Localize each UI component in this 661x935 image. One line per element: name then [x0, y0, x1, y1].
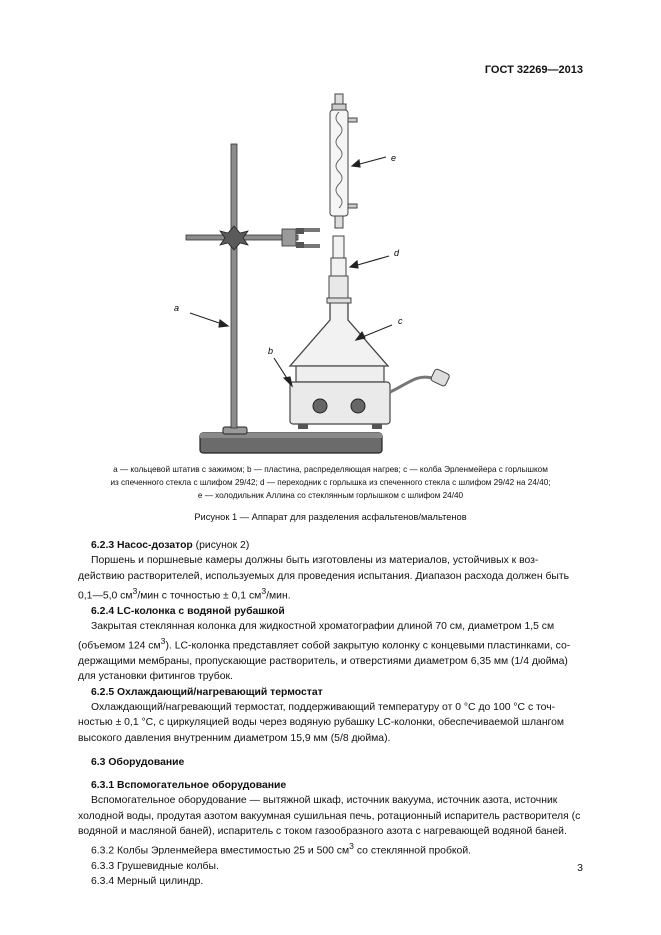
figure-caption: Рисунок 1 — Аппарат для разделения асфальтенов/мальтенов [194, 512, 467, 522]
figure-legend [60, 464, 601, 502]
label-e: e [391, 153, 397, 163]
paragraph-6-3-1: Вспомогательное оборудование — вытяжной шкаф, источник вакуума, источник азота, источник холодной воды, продутая азотом вакуумная сушильная печь, ротационный испаритель растворителя (с водяной и масляной баней), испаритель с током газообразного азота с нагревающей водяной баней. [78, 795, 581, 837]
paragraph-text: /мин с точностью ± 0,1 см [137, 590, 262, 602]
erlenmeyer-flask [290, 298, 388, 366]
section-heading-6-3-1: 6.3.1 Вспомогательное оборудование [91, 780, 287, 792]
apparatus-figure [170, 88, 490, 458]
superscript: 3 [132, 585, 138, 596]
figure-legend-line: из спеченного стекла с шлифом 29/42; d — переходник с горлышка из спеченного стекла с шлифом 29/42 на 24/40; [110, 477, 551, 487]
superscript: 3 [261, 585, 267, 596]
label-c: c [398, 316, 403, 326]
label-b: b [268, 346, 274, 356]
paragraph-6-3-3: 6.3.3 Грушевидные колбы. [91, 861, 219, 873]
paragraph-6-3-2 [78, 839, 583, 859]
heading-text: 6.2.3 Насос-дозатор [91, 540, 193, 551]
paragraph-6-2-4 [78, 619, 583, 685]
label-a: a [174, 303, 180, 313]
hot-plate [290, 366, 450, 429]
section-heading-6-2-3 [78, 538, 583, 553]
paragraph-text: /мин. [266, 590, 291, 602]
figure-legend-line: e — холодильник Аллина со стеклянным горлышком с шлифом 24/40 [197, 490, 464, 500]
figure-legend-line: a — кольцевой штатив с зажимом; b — пластина, распределяющая нагрев; c — колба Эрленмейера с горлышком [113, 465, 548, 474]
section-heading-6-2-4: 6.2.4 LC-колонка с водяной рубашкой [91, 605, 285, 617]
allihn-condenser [330, 94, 357, 228]
paragraph-text: со стеклянной пробкой. [353, 845, 472, 857]
paragraph-text: Поршень и поршневые камеры должны быть изготовлены из материалов, устойчивых к воз-действию растворителей, используемых для проведения испытания. Диапазон расхода должен быть 0,1—5,0 см [78, 555, 570, 602]
paragraph-text: 6.3.2 Колбы Эрленмейера вместимостью 25 и 500 см [91, 845, 350, 857]
paragraph-6-2-5: Охлаждающий/нагревающий термостат, поддерживающий температуру от 0 °C до 100 °C с точ-ностью ± 0,1 °C, с циркуляцией воды через водяную рубашку LC-колонки, обеспечиваемой шлангом высокого давления внутренним диаметром 15,9 мм (5/8 дюйма). [78, 701, 565, 744]
superscript: 3 [349, 841, 354, 852]
heading-suffix: (рисунок 2) [192, 540, 250, 551]
apparatus-drawing [170, 88, 490, 458]
superscript: 3 [160, 636, 166, 647]
document-code: ГОСТ 32269—2013 [484, 64, 583, 76]
section-heading-6-2-5: 6.2.5 Охлаждающий/нагревающий термостат [91, 686, 323, 698]
section-heading-6-3: 6.3 Оборудование [91, 756, 185, 768]
document-body [78, 538, 583, 890]
adapter [329, 236, 348, 298]
page-number: 3 [577, 862, 583, 874]
paragraph-6-2-3 [78, 553, 583, 603]
paragraph-text: Закрытая стеклянная колонка для жидкостной хроматографии длиной 70 см, диаметром 1,5 см (объемом 124 см [78, 620, 555, 652]
paragraph-6-3-4: 6.3.4 Мерный цилиндр. [91, 876, 204, 888]
paragraph-text: ). LC-колонка представляет собой закрытую колонку с концевыми пластинками, со-держащими мембраны, пропускающие растворитель, и отверстиями диаметром 6,35 мм (1/4 дюйма) для установки фитингов трубок. [78, 640, 571, 683]
label-d: d [394, 248, 400, 258]
